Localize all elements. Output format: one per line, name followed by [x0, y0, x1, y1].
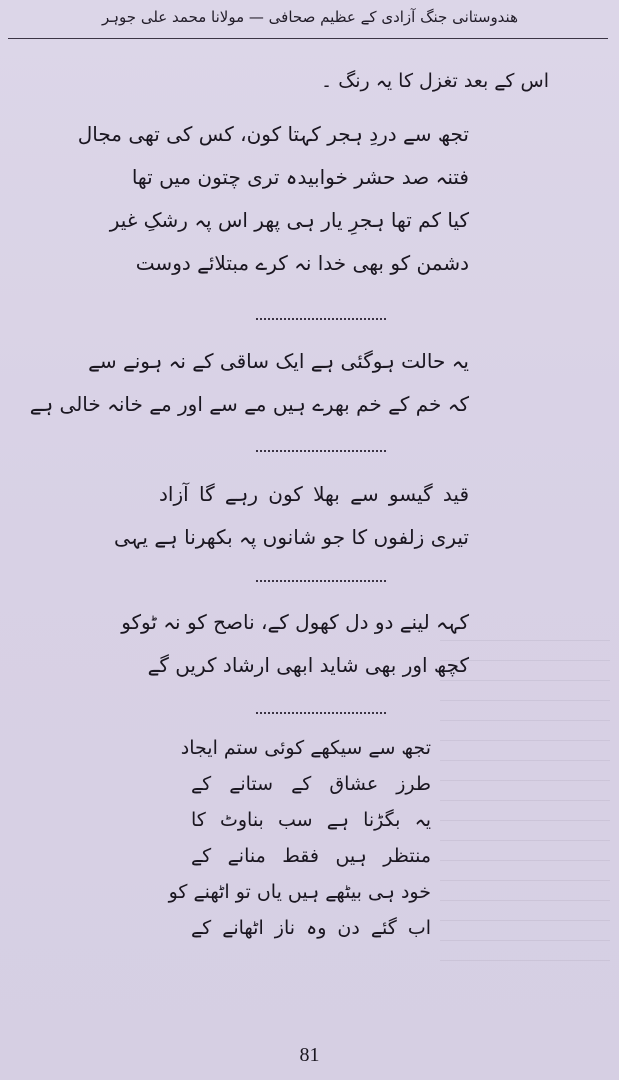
verse-line: تیری زلفوں کا جو شانوں پہ بکھرنا ہے یہی — [114, 525, 469, 549]
stanza-separator — [256, 712, 386, 714]
verse-line: کہ خم کے خم بھرے ہیں مے سے اور مے خانہ خالی ہے — [29, 392, 469, 416]
verse-line: قید گیسو سے بھلا کون رہے گا آزاد — [159, 482, 469, 506]
stanza-separator — [256, 450, 386, 452]
verse-line: یہ بگڑنا ہے سب بناوٹ کا — [191, 809, 431, 831]
verse-line: تجھ سے سیکھے کوئی ستم ایجاد — [180, 737, 431, 759]
stanza-separator — [256, 318, 386, 320]
stanza-3 — [114, 473, 469, 559]
stanza-1 — [77, 113, 469, 285]
header-rule — [8, 38, 608, 39]
stanza-separator — [256, 580, 386, 582]
intro-line: اس کے بعد تغزل کا یہ رنگ ۔ — [321, 70, 549, 92]
verse-line: کچھ اور بھی شاید ابھی ارشاد کریں گے — [147, 653, 469, 677]
verse-line: اب گئے دن وہ ناز اٹھانے کے — [191, 917, 431, 939]
show-through-texture — [440, 640, 610, 970]
verse-line: دشمن کو بھی خدا نہ کرے مبتلائے دوست — [135, 251, 469, 275]
verse-line: کیا کم تھا ہجرِ یار ہی پھر اس پہ رشکِ غیر — [109, 208, 469, 232]
verse-line: خود ہی بیٹھے ہیں یاں تو اٹھنے کو — [168, 881, 431, 903]
verse-line: کہہ لینے دو دل کھول کے، ناصح کو نہ ٹوکو — [121, 610, 469, 634]
verse-line: طرز عشاق کے ستانے کے — [191, 773, 431, 795]
verse-line: یہ حالت ہوگئی ہے ایک ساقی کے نہ ہونے سے — [88, 349, 469, 373]
stanza-5 — [168, 730, 431, 946]
verse-line: منتظر ہیں فقط منانے کے — [191, 845, 431, 867]
verse-line: فتنہ صد حشر خوابیدہ تری چتون میں تھا — [131, 165, 469, 189]
running-header: ھندوستانی جنگ آزادی کے عظیم صحافی — مولانا محمد علی جوہر — [101, 8, 518, 26]
page-number: 81 — [299, 1044, 320, 1066]
stanza-4 — [121, 601, 469, 687]
verse-line: تجھ سے دردِ ہجر کہتا کون، کس کی تھی مجال — [77, 122, 469, 146]
stanza-2 — [29, 340, 469, 426]
